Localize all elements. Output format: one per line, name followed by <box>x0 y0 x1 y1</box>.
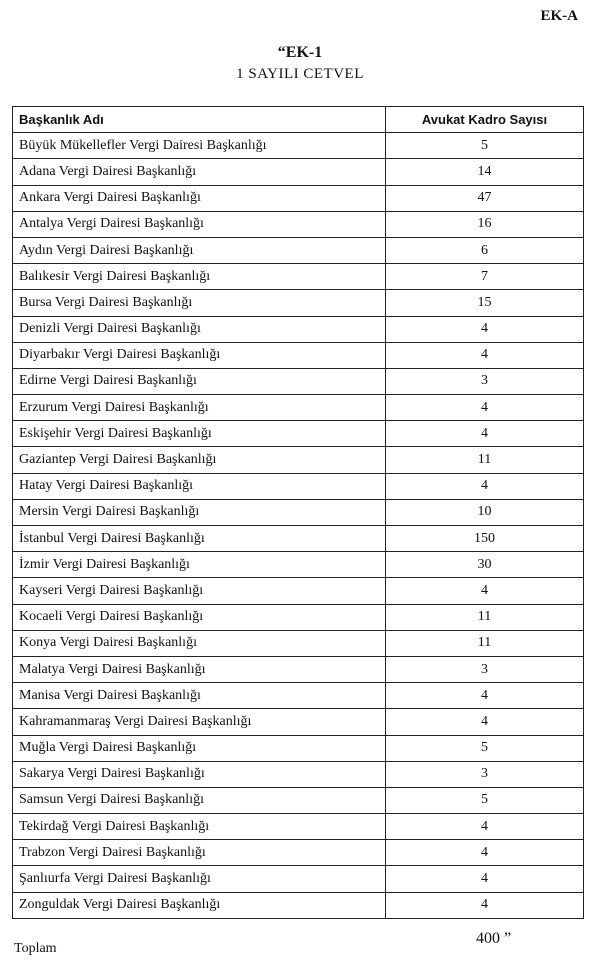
office-name-cell: Ankara Vergi Dairesi Başkanlığı <box>13 185 386 211</box>
office-name-cell: Erzurum Vergi Dairesi Başkanlığı <box>13 395 386 421</box>
table-row <box>13 578 584 604</box>
lawyer-count-cell: 4 <box>386 683 584 709</box>
lawyer-count-cell: 11 <box>386 447 584 473</box>
lawyer-count-cell: 4 <box>386 866 584 892</box>
total-value: 400 ” <box>476 930 512 947</box>
table-row <box>13 211 584 237</box>
table-row <box>13 237 584 263</box>
table-body <box>13 133 584 919</box>
office-name-cell: Büyük Mükellefler Vergi Dairesi Başkanlığı <box>13 133 386 159</box>
column-header-office: Başkanlık Adı <box>13 107 386 133</box>
table-row <box>13 892 584 918</box>
document-subtitle: 1 SAYILI CETVEL <box>236 66 364 82</box>
total-label: Toplam <box>14 941 57 956</box>
office-name-cell: Hatay Vergi Dairesi Başkanlığı <box>13 473 386 499</box>
office-name-cell: Adana Vergi Dairesi Başkanlığı <box>13 159 386 185</box>
office-name-cell: Malatya Vergi Dairesi Başkanlığı <box>13 656 386 682</box>
lawyer-count-cell: 4 <box>386 421 584 447</box>
office-name-cell: Trabzon Vergi Dairesi Başkanlığı <box>13 840 386 866</box>
office-name-cell: Kocaeli Vergi Dairesi Başkanlığı <box>13 604 386 630</box>
table-row <box>13 604 584 630</box>
lawyer-count-cell: 47 <box>386 185 584 211</box>
document-title: “EK-1 <box>277 44 323 61</box>
table-row <box>13 185 584 211</box>
office-name-cell: Zonguldak Vergi Dairesi Başkanlığı <box>13 892 386 918</box>
lawyer-count-cell: 7 <box>386 264 584 290</box>
office-name-cell: Kahramanmaraş Vergi Dairesi Başkanlığı <box>13 709 386 735</box>
lawyer-count-cell: 5 <box>386 735 584 761</box>
table-row <box>13 526 584 552</box>
lawyer-count-cell: 3 <box>386 656 584 682</box>
table-header-row <box>13 107 584 133</box>
lawyer-count-cell: 6 <box>386 237 584 263</box>
lawyer-count-cell: 4 <box>386 709 584 735</box>
office-name-cell: Antalya Vergi Dairesi Başkanlığı <box>13 211 386 237</box>
table-row <box>13 761 584 787</box>
lawyer-count-cell: 4 <box>386 840 584 866</box>
lawyer-count-cell: 11 <box>386 604 584 630</box>
table-row <box>13 630 584 656</box>
office-name-cell: Eskişehir Vergi Dairesi Başkanlığı <box>13 421 386 447</box>
table-row <box>13 840 584 866</box>
table-row <box>13 264 584 290</box>
table-row <box>13 656 584 682</box>
lawyer-count-cell: 30 <box>386 552 584 578</box>
lawyer-count-cell: 4 <box>386 342 584 368</box>
table-row <box>13 473 584 499</box>
office-name-cell: Manisa Vergi Dairesi Başkanlığı <box>13 683 386 709</box>
table-row <box>13 709 584 735</box>
table-row <box>13 683 584 709</box>
office-name-cell: Tekirdağ Vergi Dairesi Başkanlığı <box>13 814 386 840</box>
table-row <box>13 814 584 840</box>
table-row <box>13 395 584 421</box>
office-name-cell: Şanlıurfa Vergi Dairesi Başkanlığı <box>13 866 386 892</box>
lawyer-count-cell: 4 <box>386 395 584 421</box>
lawyer-count-cell: 11 <box>386 630 584 656</box>
table-row <box>13 499 584 525</box>
lawyer-count-cell: 4 <box>386 473 584 499</box>
table-row <box>13 866 584 892</box>
table-row <box>13 787 584 813</box>
lawyer-count-cell: 150 <box>386 526 584 552</box>
office-name-cell: Denizli Vergi Dairesi Başkanlığı <box>13 316 386 342</box>
lawyer-count-cell: 5 <box>386 133 584 159</box>
table-row <box>13 316 584 342</box>
lawyer-count-cell: 5 <box>386 787 584 813</box>
office-name-cell: Sakarya Vergi Dairesi Başkanlığı <box>13 761 386 787</box>
lawyer-count-cell: 3 <box>386 761 584 787</box>
office-name-cell: Samsun Vergi Dairesi Başkanlığı <box>13 787 386 813</box>
office-name-cell: İzmir Vergi Dairesi Başkanlığı <box>13 552 386 578</box>
table-row <box>13 133 584 159</box>
annex-label: EK-A <box>540 8 578 24</box>
office-name-cell: Bursa Vergi Dairesi Başkanlığı <box>13 290 386 316</box>
lawyer-count-cell: 14 <box>386 159 584 185</box>
office-name-cell: Gaziantep Vergi Dairesi Başkanlığı <box>13 447 386 473</box>
lawyer-count-cell: 4 <box>386 578 584 604</box>
office-name-cell: Balıkesir Vergi Dairesi Başkanlığı <box>13 264 386 290</box>
lawyer-count-cell: 10 <box>386 499 584 525</box>
lawyer-staff-table <box>12 106 584 919</box>
table-row <box>13 447 584 473</box>
table-row <box>13 159 584 185</box>
office-name-cell: Edirne Vergi Dairesi Başkanlığı <box>13 368 386 394</box>
table-row <box>13 421 584 447</box>
office-name-cell: Diyarbakır Vergi Dairesi Başkanlığı <box>13 342 386 368</box>
table-row <box>13 552 584 578</box>
lawyer-count-cell: 4 <box>386 892 584 918</box>
lawyer-count-cell: 4 <box>386 814 584 840</box>
table-row <box>13 290 584 316</box>
table-row <box>13 342 584 368</box>
column-header-count: Avukat Kadro Sayısı <box>386 107 584 133</box>
office-name-cell: Mersin Vergi Dairesi Başkanlığı <box>13 499 386 525</box>
office-name-cell: Aydın Vergi Dairesi Başkanlığı <box>13 237 386 263</box>
table-row <box>13 735 584 761</box>
lawyer-count-cell: 3 <box>386 368 584 394</box>
table-row <box>13 368 584 394</box>
office-name-cell: Kayseri Vergi Dairesi Başkanlığı <box>13 578 386 604</box>
lawyer-count-cell: 16 <box>386 211 584 237</box>
lawyer-count-cell: 15 <box>386 290 584 316</box>
office-name-cell: İstanbul Vergi Dairesi Başkanlığı <box>13 526 386 552</box>
office-name-cell: Muğla Vergi Dairesi Başkanlığı <box>13 735 386 761</box>
lawyer-count-cell: 4 <box>386 316 584 342</box>
office-name-cell: Konya Vergi Dairesi Başkanlığı <box>13 630 386 656</box>
